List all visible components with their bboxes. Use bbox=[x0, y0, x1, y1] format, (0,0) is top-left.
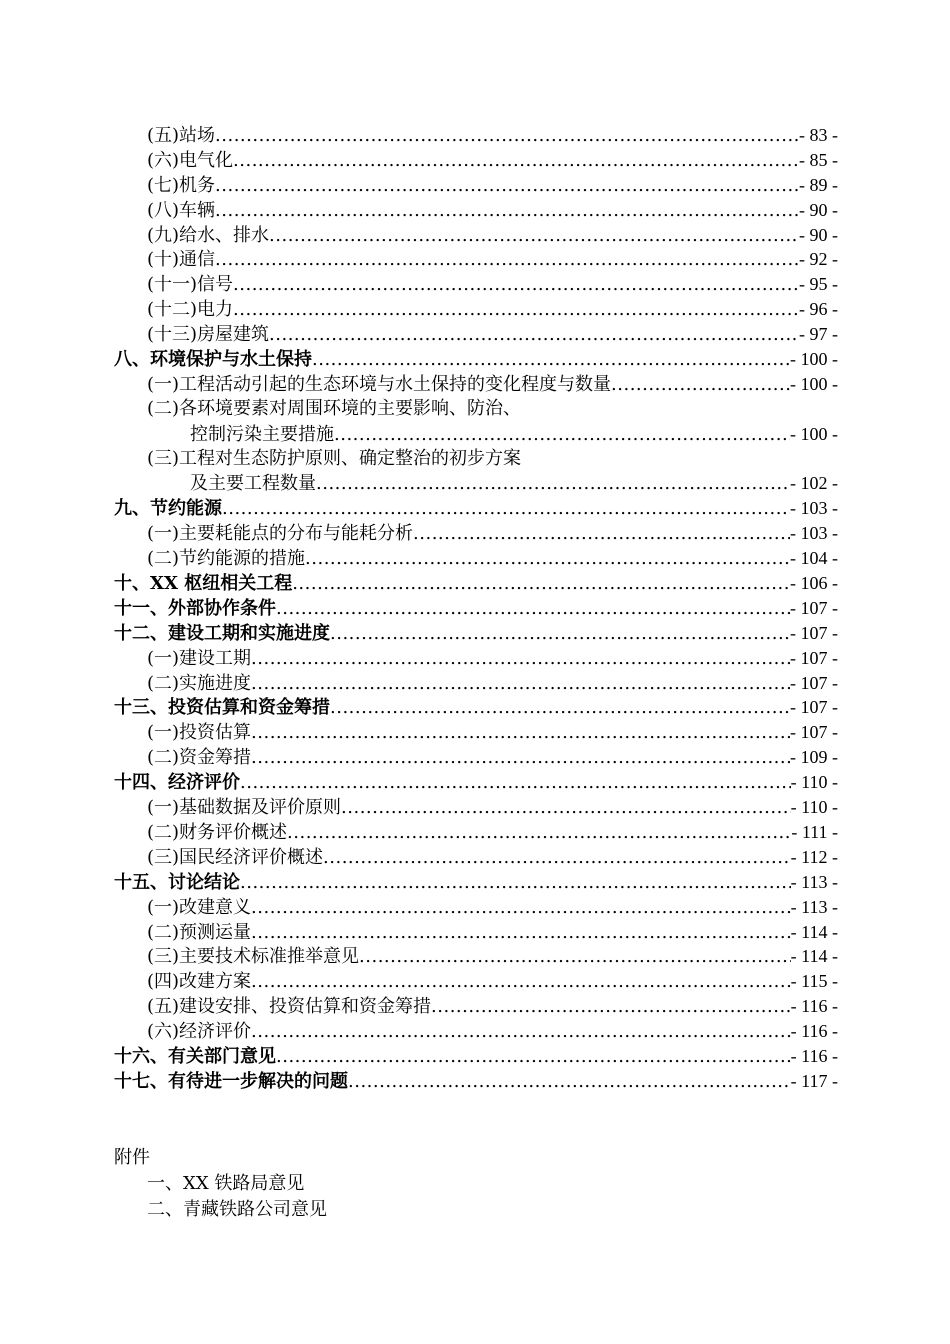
toc-entry-label: (二)节约能源的措施 bbox=[147, 548, 306, 570]
toc-entry-label: (二)资金筹措 bbox=[147, 747, 252, 769]
toc-page-number: - 116 - bbox=[790, 1021, 838, 1042]
toc-chapter-entry[interactable] bbox=[114, 571, 838, 596]
toc-entry-label: (七)机务 bbox=[147, 174, 216, 196]
toc-entry-label: (一)建设工期 bbox=[147, 647, 252, 669]
toc-section-entry[interactable] bbox=[114, 646, 838, 671]
toc-page-number: - 103 - bbox=[790, 498, 838, 519]
toc-dot-leader bbox=[276, 1045, 791, 1070]
toc-section-entry[interactable] bbox=[114, 223, 838, 248]
toc-page-number: - 112 - bbox=[790, 846, 838, 867]
toc-page-number: - 107 - bbox=[790, 597, 838, 618]
toc-chapter-entry[interactable] bbox=[114, 1044, 838, 1069]
toc-page-number: - 100 - bbox=[790, 423, 838, 444]
toc-dot-leader bbox=[276, 597, 790, 622]
toc-section-entry[interactable] bbox=[114, 447, 838, 472]
toc-chapter-entry[interactable] bbox=[114, 621, 838, 646]
toc-dot-leader bbox=[251, 647, 790, 672]
toc-page-number: - 83 - bbox=[799, 125, 838, 145]
toc-section-entry[interactable] bbox=[114, 521, 838, 546]
toc-dot-leader bbox=[305, 547, 790, 572]
toc-chapter-entry[interactable] bbox=[114, 870, 838, 895]
toc-section-entry[interactable] bbox=[114, 820, 838, 845]
toc-chapter-entry[interactable] bbox=[114, 770, 838, 795]
toc-entry-label: (十一)信号 bbox=[147, 274, 234, 296]
toc-page-number: - 114 - bbox=[790, 946, 838, 967]
toc-section-entry[interactable] bbox=[114, 671, 838, 696]
toc-chapter-entry[interactable] bbox=[114, 347, 838, 372]
toc-dot-leader bbox=[330, 622, 790, 647]
toc-section-entry[interactable] bbox=[114, 422, 838, 447]
toc-entry-label: (一)投资估算 bbox=[147, 722, 252, 744]
toc-dot-leader bbox=[251, 970, 791, 995]
toc-entry-label: 九、节约能源 bbox=[114, 498, 222, 520]
toc-entry-label: 十四、经济评价 bbox=[114, 772, 240, 794]
toc-dot-leader bbox=[215, 124, 799, 149]
toc-section-entry[interactable] bbox=[114, 322, 838, 347]
toc-section-entry[interactable] bbox=[114, 895, 838, 920]
toc-section-entry[interactable] bbox=[114, 845, 838, 870]
toc-page-number: - 107 - bbox=[790, 672, 838, 693]
toc-section-entry[interactable] bbox=[114, 148, 838, 173]
toc-page-number: - 92 - bbox=[799, 249, 838, 270]
toc-entry-label: (十)通信 bbox=[147, 249, 216, 271]
toc-entry-label: (四)改建方案 bbox=[147, 971, 252, 993]
toc-dot-leader bbox=[413, 522, 790, 547]
toc-page-number: - 113 - bbox=[790, 871, 838, 892]
toc-section-entry[interactable] bbox=[114, 397, 838, 422]
toc-dot-leader bbox=[269, 224, 799, 249]
toc-page-number: - 107 - bbox=[790, 622, 838, 643]
toc-dot-leader bbox=[292, 572, 790, 597]
toc-page-number: - 107 - bbox=[790, 697, 838, 718]
toc-entry-label: (二)各环境要素对周围环境的主要影响、防治、 bbox=[147, 397, 522, 419]
toc-section-entry[interactable] bbox=[114, 272, 838, 297]
toc-entry-label: (二)财务评价概述 bbox=[147, 821, 288, 843]
toc-chapter-entry[interactable] bbox=[114, 1069, 838, 1094]
toc-entry-label: (一)主要耗能点的分布与能耗分析 bbox=[147, 523, 414, 545]
toc-dot-leader bbox=[251, 1020, 791, 1045]
toc-dot-leader bbox=[330, 696, 790, 721]
toc-page-number: - 100 - bbox=[790, 373, 838, 394]
toc-page-number: - 116 - bbox=[790, 996, 838, 1017]
toc-section-entry[interactable] bbox=[114, 173, 838, 198]
toc-page-number: - 102 - bbox=[790, 473, 838, 494]
toc-entry-label: (十三)房屋建筑 bbox=[147, 324, 270, 346]
toc-page-number: - 110 - bbox=[790, 797, 838, 818]
appendix-item: 一、XX 铁路局意见 bbox=[147, 1173, 305, 1194]
toc-entry-label: (一)工程活动引起的生态环境与水土保持的变化程度与数量 bbox=[147, 373, 612, 395]
toc-page-number: - 115 - bbox=[790, 971, 838, 992]
toc-dot-leader bbox=[611, 373, 790, 398]
toc-entry-label: (一)改建意义 bbox=[147, 896, 252, 918]
toc-page-number: - 104 - bbox=[790, 548, 838, 569]
toc-section-entry[interactable] bbox=[114, 123, 838, 148]
toc-entry-label: 十一、外部协作条件 bbox=[114, 597, 276, 619]
toc-dot-leader bbox=[222, 497, 790, 522]
toc-chapter-entry[interactable] bbox=[114, 596, 838, 621]
toc-dot-leader bbox=[233, 298, 799, 323]
toc-entry-label: 及主要工程数量 bbox=[190, 473, 316, 495]
toc-page-number: - 113 - bbox=[790, 896, 838, 917]
toc-dot-leader bbox=[316, 472, 790, 497]
toc-page-number: - 107 - bbox=[790, 722, 838, 743]
toc-entry-label: (八)车辆 bbox=[147, 199, 216, 221]
toc-entry-label: (三)主要技术标准推举意见 bbox=[147, 946, 360, 968]
toc-dot-leader bbox=[233, 149, 799, 174]
toc-section-entry[interactable] bbox=[114, 944, 838, 969]
toc-section-entry[interactable] bbox=[114, 745, 838, 770]
toc-page-number: - 109 - bbox=[790, 747, 838, 768]
toc-page-number: - 107 - bbox=[790, 647, 838, 668]
toc-page-number: - 97 - bbox=[799, 324, 838, 345]
toc-page-number: - 106 - bbox=[790, 573, 838, 594]
toc-section-entry[interactable] bbox=[114, 720, 838, 745]
toc-entry-label: (五)站场 bbox=[147, 125, 216, 146]
toc-dot-leader bbox=[348, 1070, 791, 1095]
toc-dot-leader bbox=[251, 746, 790, 771]
toc-dot-leader bbox=[215, 199, 799, 224]
toc-dot-leader bbox=[431, 995, 791, 1020]
toc-page-number: - 95 - bbox=[799, 274, 838, 295]
toc-page-number: - 90 - bbox=[799, 224, 838, 245]
toc-dot-leader bbox=[251, 921, 791, 946]
toc-page-number: - 90 - bbox=[799, 199, 838, 220]
toc-dot-leader bbox=[233, 273, 799, 298]
toc-page-number: - 96 - bbox=[799, 299, 838, 320]
toc-section-entry[interactable] bbox=[114, 198, 838, 223]
toc-dot-leader bbox=[240, 771, 791, 796]
toc-section-entry[interactable] bbox=[114, 471, 838, 496]
toc-section-entry[interactable] bbox=[114, 247, 838, 272]
toc-dot-leader bbox=[251, 672, 790, 697]
toc-chapter-entry[interactable] bbox=[114, 695, 838, 720]
toc-dot-leader bbox=[312, 348, 790, 373]
toc-entry-label: (一)基础数据及评价原则 bbox=[147, 797, 342, 819]
toc-entry-label: (六)经济评价 bbox=[147, 1021, 252, 1043]
toc-section-entry[interactable] bbox=[114, 372, 838, 397]
toc-entry-label: (六)电气化 bbox=[147, 149, 234, 171]
toc-entry-label: 八、环境保护与水土保持 bbox=[114, 349, 312, 371]
toc-entry-label: 十六、有关部门意见 bbox=[114, 1045, 276, 1067]
toc-dot-leader bbox=[341, 796, 791, 821]
toc-dot-leader bbox=[287, 821, 791, 846]
toc-page-number: - 116 - bbox=[790, 1045, 838, 1066]
appendix-section bbox=[114, 1145, 814, 1223]
toc-chapter-entry[interactable] bbox=[114, 496, 838, 521]
toc-entry-label: (三)工程对生态防护原则、确定整治的初步方案 bbox=[147, 447, 522, 469]
toc-entry-label: (二)实施进度 bbox=[147, 672, 252, 694]
toc-entry-label: (五)建设安排、投资估算和资金筹措 bbox=[147, 996, 432, 1018]
toc-page-number: - 110 - bbox=[790, 772, 838, 793]
toc-dot-leader bbox=[334, 423, 790, 448]
toc-dot-leader bbox=[323, 846, 791, 871]
toc-page-number: - 117 - bbox=[790, 1070, 838, 1091]
toc-entry-label: 控制污染主要措施 bbox=[190, 423, 334, 445]
toc-dot-leader bbox=[269, 323, 799, 348]
toc-section-entry[interactable] bbox=[114, 994, 838, 1019]
toc-section-entry[interactable] bbox=[114, 297, 838, 322]
toc-section-entry[interactable] bbox=[114, 795, 838, 820]
toc-page-number: - 111 - bbox=[791, 821, 838, 842]
toc-section-entry[interactable] bbox=[114, 1019, 838, 1044]
toc-section-entry[interactable] bbox=[114, 969, 838, 994]
toc-dot-leader bbox=[240, 871, 791, 896]
toc-entry-label: (十二)电力 bbox=[147, 299, 234, 321]
toc-section-entry[interactable] bbox=[114, 546, 838, 571]
appendix-title: 附件 bbox=[114, 1147, 150, 1168]
toc-entry-label: 十五、讨论结论 bbox=[114, 871, 240, 893]
toc-entry-label: 十三、投资估算和资金筹措 bbox=[114, 697, 330, 719]
toc-entry-label: (九)给水、排水 bbox=[147, 224, 270, 246]
toc-dot-leader bbox=[251, 721, 790, 746]
toc-page-number: - 100 - bbox=[790, 349, 838, 370]
toc-entry-label: 十二、建设工期和实施进度 bbox=[114, 622, 330, 644]
toc-page-number: - 89 - bbox=[799, 174, 838, 195]
toc-dot-leader bbox=[251, 896, 791, 921]
toc-entry-label: 十、XX 枢纽相关工程 bbox=[114, 573, 293, 595]
toc-dot-leader bbox=[215, 174, 799, 199]
toc-section-entry[interactable] bbox=[114, 920, 838, 945]
appendix-item: 二、青藏铁路公司意见 bbox=[147, 1199, 327, 1220]
table-of-contents bbox=[114, 123, 838, 1094]
toc-entry-label: 十七、有待进一步解决的问题 bbox=[114, 1070, 348, 1092]
toc-dot-leader bbox=[359, 945, 791, 970]
toc-dot-leader bbox=[215, 248, 799, 273]
toc-page-number: - 103 - bbox=[790, 523, 838, 544]
toc-entry-label: (三)国民经济评价概述 bbox=[147, 846, 324, 868]
toc-entry-label: (二)预测运量 bbox=[147, 921, 252, 943]
toc-page-number: - 114 - bbox=[790, 921, 838, 942]
toc-page-number: - 85 - bbox=[799, 149, 838, 170]
